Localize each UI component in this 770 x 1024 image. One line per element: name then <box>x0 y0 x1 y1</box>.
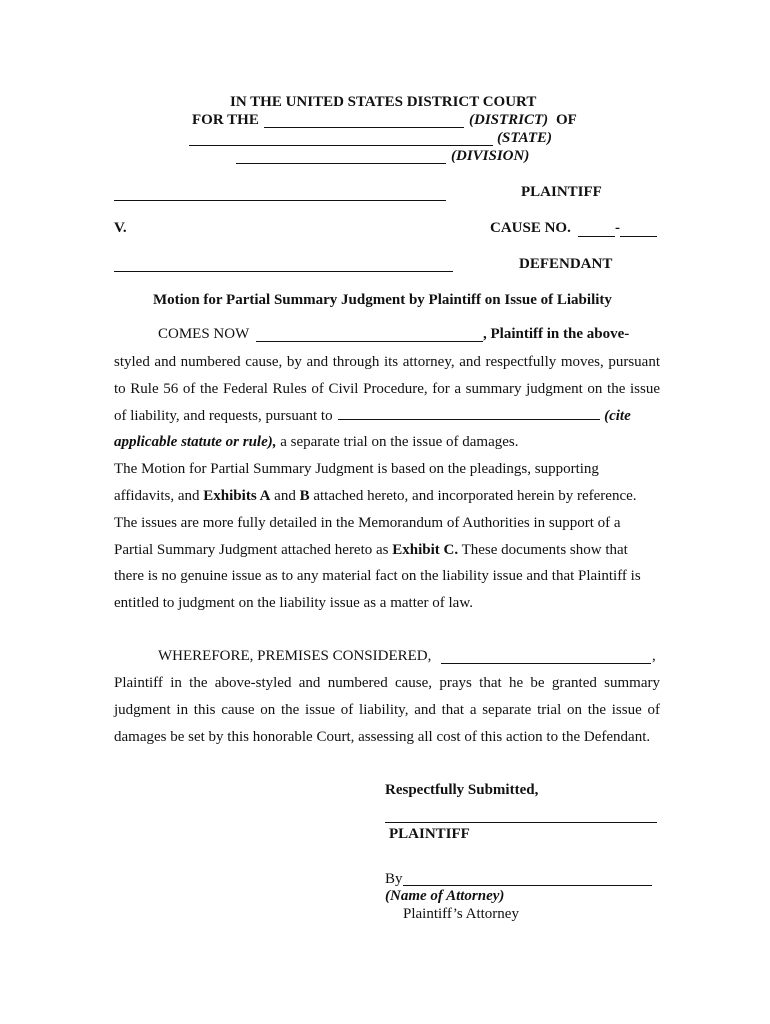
body-text: affidavits, and <box>114 487 204 504</box>
body-text: Partial Summary Judgment attached hereto as <box>114 541 393 558</box>
body-line: The issues are more fully detailed in the Memorandum of Authorities in support of a <box>114 514 621 531</box>
exhibit-c: Exhibit C. <box>392 541 459 558</box>
wherefore-comma: , <box>652 648 656 664</box>
exhibit-a: Exhibits A <box>203 487 271 504</box>
cause-no-separator: - <box>615 220 620 236</box>
state-blank[interactable] <box>189 145 493 146</box>
for-the-label: FOR THE <box>192 112 259 128</box>
body-line-cite <box>114 403 660 430</box>
cite-blank[interactable] <box>338 405 600 420</box>
defendant-name-blank[interactable] <box>114 271 453 272</box>
cause-no-label: CAUSE NO. <box>490 220 571 236</box>
exhibit-b: B <box>299 487 310 504</box>
cause-no-blank-1[interactable] <box>578 236 615 237</box>
body-line: The Motion for Partial Summary Judgment is based on the pleadings, supporting <box>114 461 599 478</box>
body-text: and <box>270 487 300 504</box>
respectfully-submitted: Respectfully Submitted, <box>385 782 539 798</box>
wherefore-blank[interactable] <box>441 663 651 664</box>
wherefore-lead: WHEREFORE, PREMISES CONSIDERED, <box>158 648 432 664</box>
body-line: entitled to judgment on the liability issue as a matter of law. <box>114 595 473 612</box>
wherefore-line: Plaintiff in the above-styled and numbered cause, prays that he be granted summary <box>114 675 660 691</box>
cite-label: (cite <box>604 407 631 424</box>
cite-label-continued: applicable statute or rule), <box>114 434 277 451</box>
body-line: there is no genuine issue as to any material fact on the liability issue and that Plaintiff is <box>114 568 641 585</box>
body-text: These documents show that <box>458 541 628 558</box>
division-label: (DIVISION) <box>451 148 530 164</box>
district-blank[interactable] <box>264 127 464 128</box>
wherefore-body <box>114 670 660 750</box>
body-text: attached hereto, and incorporated herein by reference. <box>309 487 637 504</box>
cause-no-blank-2[interactable] <box>620 236 657 237</box>
wherefore-line: judgment in this cause on the issue of liability, and that a separate trial on the issue of <box>114 701 660 718</box>
plaintiff-name-blank-body[interactable] <box>256 341 483 342</box>
attorney-signature-blank[interactable] <box>403 885 652 886</box>
comes-now-suffix <box>483 326 629 343</box>
body-line-text: a separate trial on the issue of damages. <box>276 434 519 451</box>
motion-body <box>114 349 660 617</box>
wherefore-line: damages be set by this honorable Court, assessing all cost of this action to the Defendant. <box>114 728 651 745</box>
by-label: By <box>385 871 403 887</box>
motion-title: Motion for Partial Summary Judgment by Plaintiff on Issue of Liability <box>153 292 612 308</box>
versus-label: V. <box>114 220 127 236</box>
defendant-label: DEFENDANT <box>519 256 613 272</box>
of-label: OF <box>556 112 577 128</box>
attorney-title: Plaintiff’s Attorney <box>403 906 519 922</box>
attorney-name-label: (Name of Attorney) <box>385 888 505 904</box>
body-line-text: of liability, and requests, pursuant to <box>114 407 333 424</box>
comes-now-text: COMES NOW <box>158 326 250 342</box>
body-line: to Rule 56 of the Federal Rules of Civil Procedure, for a summary judgment on the issue <box>114 380 660 397</box>
plaintiff-label: PLAINTIFF <box>521 184 602 200</box>
comes-now-comma: , Plaintiff in the above- <box>483 326 630 342</box>
division-blank[interactable] <box>236 163 446 164</box>
body-line: styled and numbered cause, by and through its attorney, and respectfully moves, pursuant <box>114 354 660 370</box>
signature-plaintiff-label: PLAINTIFF <box>389 826 470 842</box>
state-label: (STATE) <box>497 130 553 146</box>
court-heading: IN THE UNITED STATES DISTRICT COURT <box>230 94 537 110</box>
plaintiff-name-blank[interactable] <box>114 200 446 201</box>
district-label: (DISTRICT) <box>469 112 549 128</box>
plaintiff-signature-blank[interactable] <box>385 822 657 823</box>
